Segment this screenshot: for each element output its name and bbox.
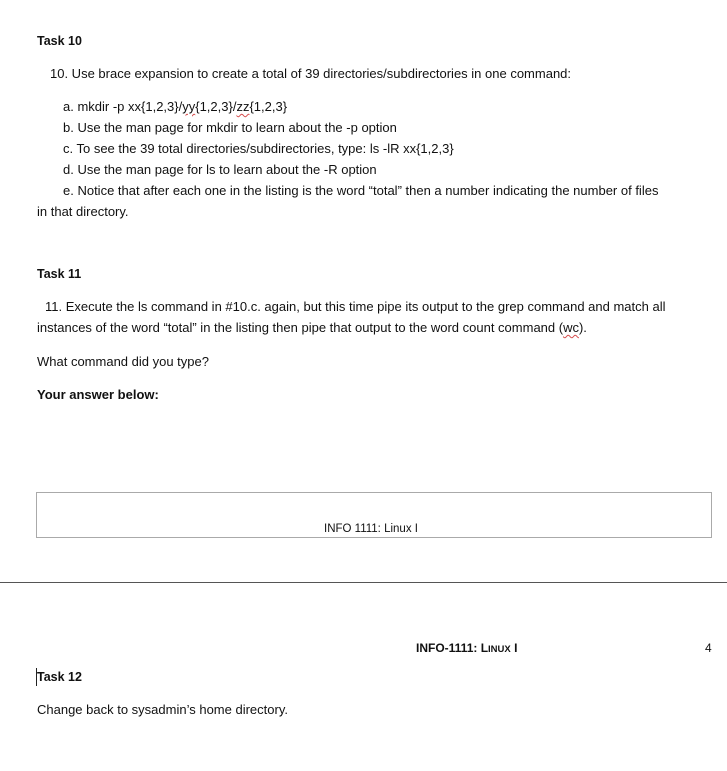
task10-item-c: c. To see the 39 total directories/subdirectories, type: ls -lR xx{1,2,3} <box>63 141 454 156</box>
item-a-yy: yy <box>182 99 196 114</box>
task10-heading: Task 10 <box>37 34 82 48</box>
task12-heading: Task 12 <box>37 670 82 684</box>
task11-question: What command did you type? <box>37 354 209 369</box>
task11-line2-suffix: ). <box>578 320 587 335</box>
task11-line2-prefix: instances of the word “total” in the listing then pipe that output to the word count command ( <box>37 320 564 335</box>
task12-instruction: Change back to sysadmin’s home directory. <box>37 702 288 717</box>
header-course-suffix: I <box>510 641 518 655</box>
item-a-mid: {1,2,3}/ <box>195 99 237 114</box>
item-a-prefix: a. mkdir -p xx{1,2,3}/ <box>63 99 183 114</box>
task10-intro: 10. Use brace expansion to create a total of 39 directories/subdirectories in one command: <box>50 66 572 81</box>
task10-item-e-line2: in that directory. <box>37 204 129 219</box>
task11-line2 <box>37 320 587 335</box>
page-break-divider <box>0 582 727 583</box>
header-course-title <box>416 641 517 655</box>
task10-item-d: d. Use the man page for ls to learn about the -R option <box>63 162 377 177</box>
task10-item-b: b. Use the man page for mkdir to learn about the -p option <box>63 120 397 135</box>
task10-item-a <box>63 99 287 114</box>
task11-answer-label: Your answer below: <box>37 387 159 402</box>
header-course-inux: INUX <box>488 644 511 655</box>
task10-item-e-line1: e. Notice that after each one in the listing is the word “total” then a number indicating the number of files <box>63 183 659 198</box>
task11-line1: 11. Execute the ls command in #10.c. again, but this time pipe its output to the grep command and match all <box>45 299 666 314</box>
item-a-suffix: {1,2,3} <box>249 99 288 114</box>
header-course-prefix: INFO-1111: L <box>416 641 489 655</box>
task11-heading: Task 11 <box>37 267 82 281</box>
page-number: 4 <box>705 641 712 655</box>
item-a-zz: zz <box>236 99 250 114</box>
footer-course-title: INFO 1111: Linux I <box>324 523 418 535</box>
task11-line2-wc: wc <box>563 320 579 335</box>
